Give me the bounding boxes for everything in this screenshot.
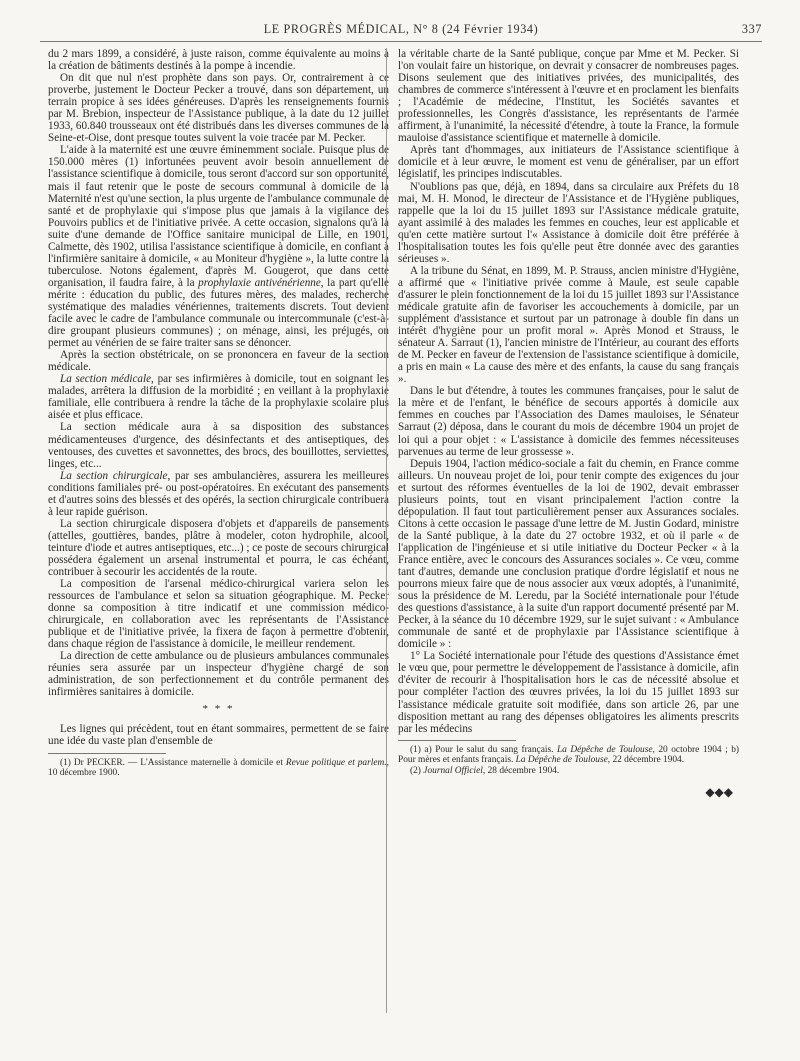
paragraph: Dans le but d'étendre, à toutes les communes françaises, pour le salut de la mère et de l'enfant, le bénéfice de secours apportés à domicile aux femmes en couches par l'Association des Dames mauloises, le Sénateur Sarraut (2) déposa, dans le courant du mois de décembre 1904 un projet de loi qui a pour objet : « L'assistance à domicile des femmes nécessiteuses parvenues au terme de leur grossesse ». [398, 385, 739, 458]
paragraph: L'aide à la maternité est une œuvre éminemment sociale. Puisque plus de 150.000 mères (1) infortunées peuvent avoir besoin annuellement de l'assistance scientifique à domicile, tous seront d'accord sur son opportunité, mais il faut retenir que le poste de secours communal à domicile de la Maternité n'est qu'une section, la plus urgente de l'ambulance communale de santé et de prophylaxie qui s'impose plus que jamais à la vigilance des Pouvoirs publics et de l'initiative privée. A cette occasion, signalons qu'à la suite d'une demande de l'Office sanitaire municipal de Lille, en 1901, Calmette, dès 1902, utilisa l'assistance scientifique à domicile, en confiant à l'infirmière sanitaire à domicile, « au Moniteur d'hygiène », la lutte contre la tuberculose. Notons également, d'après M. Gougerot, que dans cette organisation, il faudra faire, à la prophylaxie antivénérienne, la part qu'elle mérite : éducation du public, des futures mères, des malades, recherche systématique des maladies vénériennes, traitements discrets. Tout devient facile avec le cadre de l'ambulance communale ou intercommunale (c'est-à-dire groupant plusieurs communes) ; on ménage, ainsi, les préjugés, on permet au vénérien de se faire traiter sans se dénoncer. [48, 144, 389, 350]
page-header [40, 22, 762, 40]
paragraph: A la tribune du Sénat, en 1899, M. P. Strauss, ancien ministre d'Hygiène, a affirmé que « l'initiative privée comme à Maule, est seule capable d'assurer le plein fonctionnement de la loi du 15 juillet 1893 sur l'Assistance médicale gratuite afin de favoriser les accouchements à domicile, par un supplément d'assistance et surtout par un patronage à double fin dans un intérêt d'hygiène pour un profit moral ». Après Monod et Strauss, le sénateur A. Sarraut (1), l'ancien ministre de l'Intérieur, au courant des efforts de M. Pecker en faveur de l'extension de l'assistance scientifique à domicile, a pris en main « La cause des mère et des enfants, la cause du sang français ». [398, 264, 739, 386]
paragraph: La direction de cette ambulance ou de plusieurs ambulances communales réunies sera assurée par un inspecteur d'hygiène chargé de son administration, de son perfectionnement et du contrôle permanent des infirmières sanitaires à domicile. [48, 650, 389, 699]
paragraph: la véritable charte de la Santé publique, conçue par Mme et M. Pecker. Si l'on voulait faire un historique, on devrait y consacrer de nombreuses pages. Disons seulement que des initiatives privées, des municipalités, des chambres de commerce s'intéressent à l'œuvre et en proclament les bienfaits ; l'Académie de médecine, l'Institut, les Sociétés savantes et professionnelles, les Congrès d'assistance, les représentants de l'armée affirment, à l'unanimité, la nécessité d'étendre, à toute la France, la formule mauloise d'assistance scientifique et maternelle à domicile. [398, 48, 739, 145]
paragraph: Après tant d'hommages, aux initiateurs de l'Assistance scientifique à domicile et à leur œuvre, le moment est venu de généraliser, par un effort législatif, les principes indiscutables. [398, 144, 739, 181]
left-column [48, 48, 389, 779]
end-ornament: ◆◆◆ [705, 785, 733, 800]
paragraph: 1° La Société internationale pour l'étude des questions d'Assistance émet le vœu que, pour permettre le développement de l'assistance à domicile, afin d'éviter de recourir à l'hospitalisation hors le cas de nécessité absolue et pour compléter l'action des œuvres privées, la loi du 15 juillet 1893 sur l'assistance médicale gratuite soit modifiée, dans son article 26, par une disposition mettant au rang des dépenses obligatoires les aliments prescrits par les médecins [398, 650, 739, 735]
paragraph: La section chirurgicale, par ses ambulancières, assurera les meilleures conditions familiales pré- ou post-opératoires. En exécutant des pansements et d'autres soins des blessés et des opérés, la section chirurgicale contribuera à leur rapide guérison. [48, 469, 389, 518]
section-separator: * * * [202, 702, 235, 715]
paragraph: On dit que nul n'est prophète dans son pays. Or, contrairement à ce proverbe, justement le Docteur Pecker a trouvé, dans son département, un terrain propice à ses idées généreuses. D'après les renseignements fournis par M. Brebion, inspecteur de l'Assistance publique, à la date du 12 juillet 1933, 60.840 trousseaux ont été distribués dans les diverses communes de la Seine-et-Oise, dont presque toutes suivent la voie tracée par M. Pecker. [48, 72, 389, 145]
right-column [398, 48, 739, 799]
paragraph: La section médicale, par ses infirmières à domicile, tout en soignant les malades, arrêtera la diffusion de la morbidité ; en veillant à la prophylaxie familiale, elle contribuera à rendre la tâche de la prophylaxie scolaire plus aisée et plus efficace. [48, 373, 389, 422]
paragraph: Depuis 1904, l'action médico-sociale a fait du chemin, en France comme ailleurs. Un nouveau projet de loi, pour tenir compte des exigences du jour et surtout des réformes éventuelles de la loi de 1902, devait embrasser plusieurs points, tout en visant principalement l'action contre la dépopulation. Il faut tout particulièrement penser aux Assurances sociales. Citons à cette occasion le passage d'une lettre de M. Justin Godard, ministre de la Santé publique, à la date du 27 octobre 1932, et où il parle « de l'application de l'ingénieuse et si utile initiative du Docteur Pecker « à la France entière, avec le concours des Assurances sociales ». Ce vœu, comme tant d'autres, demande une conclusion pratique d'ordre législatif et nous ne pourrons mieux faire que de nous associer aux vœux adoptés, à l'unanimité, sous la présidence de M. Leredu, par la Société internationale pour l'étude des questions d'assistance, à la suite d'un rapport documenté présenté par M. Pecker, à la séance du 10 décembre 1929, sur le sujet suivant : « Ambulance communale de santé et de prophylaxie par l'Assistance scientifique à domicile » : [398, 457, 739, 651]
page-number: 337 [741, 22, 762, 36]
paragraph: Les lignes qui précèdent, tout en étant sommaires, permettent de se faire une idée du vaste plan d'ensemble de [48, 722, 389, 747]
running-title: LE PROGRÈS MÉDICAL, N° 8 (24 Février 1934) [263, 22, 539, 36]
paragraph: N'oublions pas que, déjà, en 1894, dans sa circulaire aux Préfets du 18 mai, M. H. Monod, le directeur de l'Assistance et de l'Hygiène publiques, rappelle que la loi du 15 juillet 1893 sur l'Assistance médicale gratuite, ayant assimilé à des malades les femmes en couches, leur est applicable et qu'en cette matière surtout l'« Assistance à domicile doit être préférée à l'hospitalisation toutes les fois qu'elle peut être donnée avec des garanties sérieuses ». [398, 180, 739, 265]
paragraph: du 2 mars 1899, a considéré, à juste raison, comme équivalente au moins à la création de bâtiments destinés à la pompe à incendie. [48, 48, 389, 73]
paragraph: Après la section obstétricale, on se prononcera en faveur de la section médicale. [48, 349, 389, 374]
footnote: (2) Journal Officiel, 28 décembre 1904. [410, 765, 560, 776]
footnote: (1) Dr PECKER. — L'Assistance maternelle à domicile et Revue politique et parlem., 10 décembre 1900. [48, 757, 389, 779]
paragraph: La section chirurgicale disposera d'objets et d'appareils de pansements (attelles, gouttières, bandes, plâtre à modeler, coton hydrophile, alcool, teinture d'iode et autres antiseptiques, etc...) ; ce poste de secours chirurgical possédera également un arsenal instrumental et pourra, le cas échéant, contribuer à secourir les accidentés de la route. [48, 517, 389, 579]
footnote-rule [48, 753, 166, 754]
footnote-rule [398, 740, 516, 741]
footnote: (1) a) Pour le salut du sang français. La Dépêche de Toulouse, 20 octobre 1904 ; b) Pour mères et enfants français. La Dépêche de Toulouse, 22 décembre 1904. [398, 744, 739, 766]
column-divider [386, 48, 387, 1013]
paragraph: La section médicale aura à sa disposition des substances médicamenteuses d'urgence, des désinfectants et des antiseptiques, des ventouses, des cuvettes et savonnettes, des brocs, des bouillottes, serviettes, linges, etc... [48, 421, 389, 470]
paragraph: La composition de l'arsenal médico-chirurgical variera selon les ressources de l'ambulance et selon sa situation géographique. M. Pecker donne sa composition à titre indicatif et une commission médico-chirurgicale, en collaboration avec les représentants de l'Assistance publique et de l'initiative privée, la fixera de façon à permettre d'obtenir, dans chaque région de l'assistance à domicile, le meilleur rendement. [48, 578, 389, 651]
header-rule [40, 41, 762, 42]
